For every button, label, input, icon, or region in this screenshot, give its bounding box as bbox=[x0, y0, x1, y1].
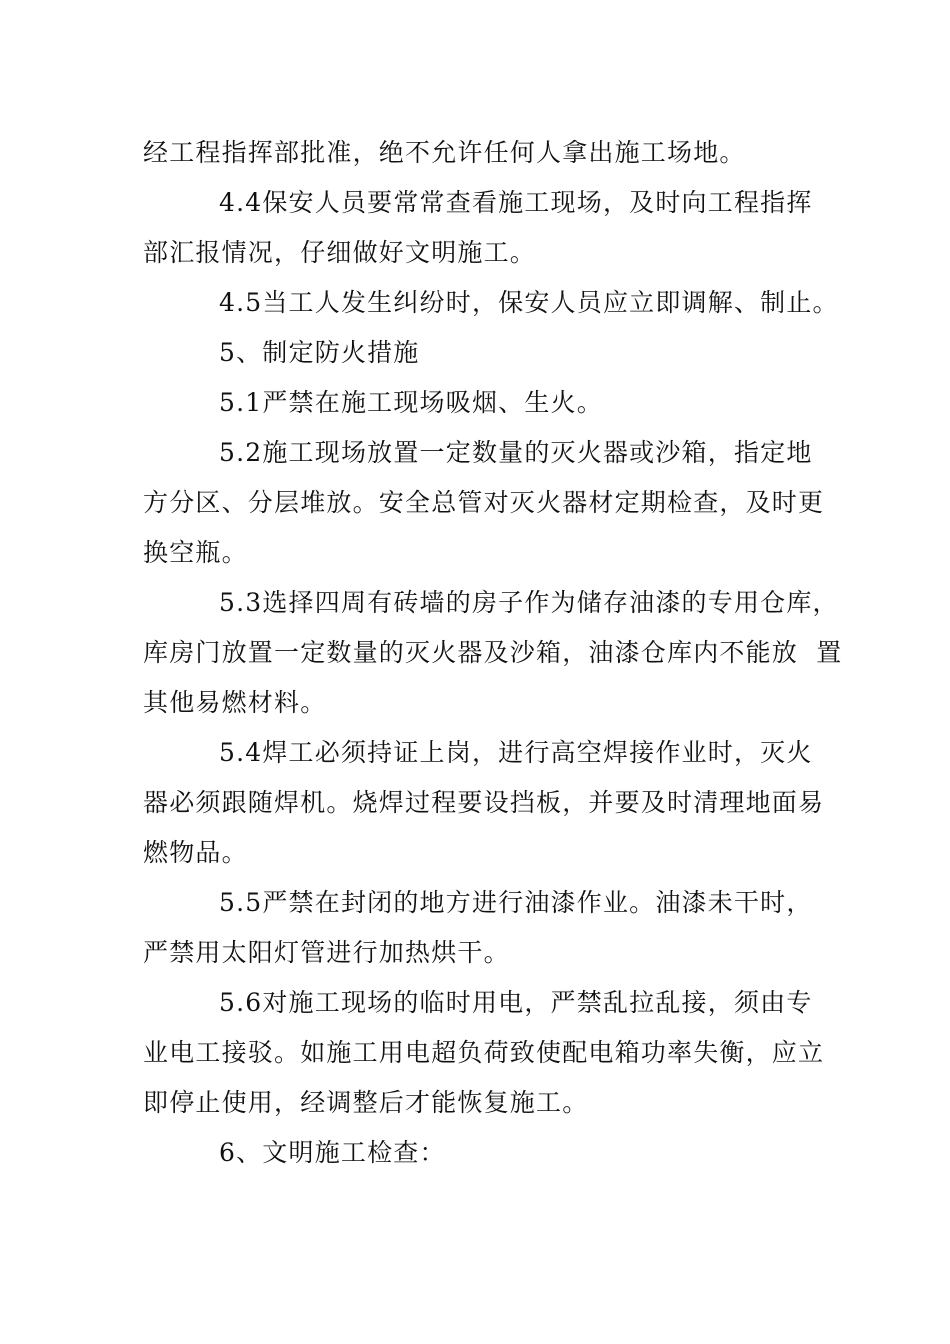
section-heading: 5、制定防火措施 bbox=[219, 338, 420, 367]
text-line: 5.6对施工现场的临时用电，严禁乱拉乱接，须由专 bbox=[219, 988, 813, 1017]
text-line: 4.5当工人发生纠纷时，保安人员应立即调解、制止。 bbox=[219, 288, 839, 317]
text-line: 换空瓶。 bbox=[143, 538, 248, 567]
text-line: 5.2施工现场放置一定数量的灭火器或沙箱，指定地 bbox=[219, 438, 813, 467]
text-line: 器必须跟随焊机。烧焊过程要设挡板，并要及时清理地面易 bbox=[143, 788, 825, 817]
text-line: 5.4焊工必须持证上岗，进行高空焊接作业时，灭火 bbox=[219, 738, 813, 767]
text-line: 其他易燃材料。 bbox=[143, 688, 327, 717]
text-line: 4.4保安人员要常常查看施工现场，及时向工程指挥 bbox=[219, 188, 813, 217]
text-line: 方分区、分层堆放。安全总管对灭火器材定期检查，及时更 bbox=[143, 488, 825, 517]
text-line: 5.1严禁在施工现场吸烟、生火。 bbox=[219, 388, 603, 417]
text-line: 严禁用太阳灯管进行加热烘干。 bbox=[143, 938, 510, 967]
text-line: 燃物品。 bbox=[143, 838, 248, 867]
text-line: 5.5严禁在封闭的地方进行油漆作业。油漆未干时， bbox=[219, 888, 813, 917]
text-line: 5.3选择四周有砖墙的房子作为储存油漆的专用仓库， bbox=[219, 588, 839, 617]
text-line: 库房门放置一定数量的灭火器及沙箱，油漆仓库内不能放 置 bbox=[143, 638, 843, 667]
text-line: 经工程指挥部批准，绝不允许任何人拿出施工场地。 bbox=[143, 138, 746, 167]
text-line: 即停止使用，经调整后才能恢复施工。 bbox=[143, 1088, 589, 1117]
text-line: 部汇报情况，仔细做好文明施工。 bbox=[143, 238, 537, 267]
section-heading: 6、文明施工检查： bbox=[219, 1138, 446, 1167]
text-line: 业电工接驳。如施工用电超负荷致使配电箱功率失衡，应立 bbox=[143, 1038, 825, 1067]
